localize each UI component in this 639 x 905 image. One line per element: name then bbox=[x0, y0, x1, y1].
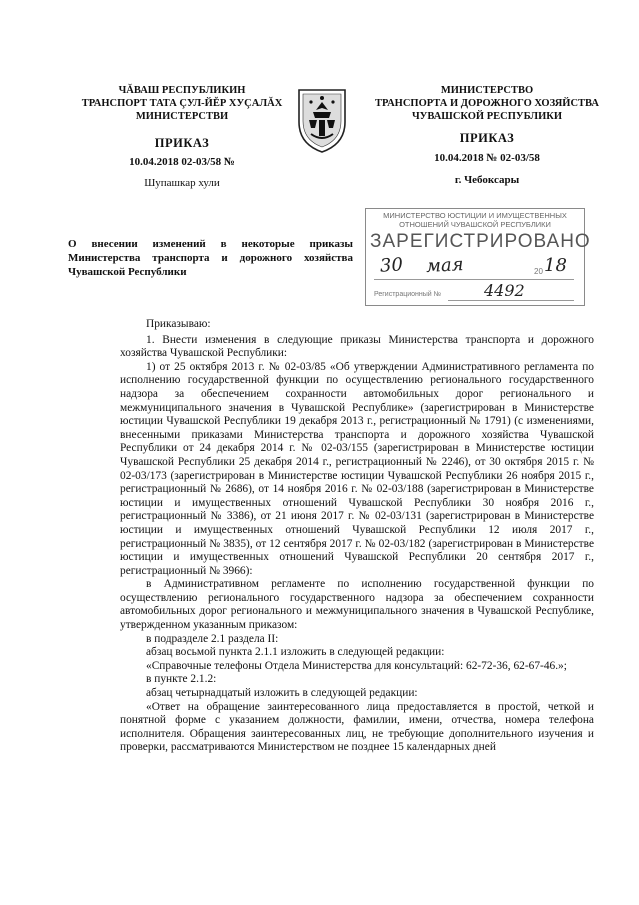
chuvash-coat-of-arms-icon bbox=[291, 84, 353, 156]
header-left-org-line-1: ЧĂВАШ РЕСПУБЛИКИН bbox=[118, 85, 246, 96]
stamp-handwritten-month: мая bbox=[425, 254, 465, 277]
header-left-order-title: ПРИКАЗ bbox=[154, 136, 210, 150]
stamp-reg-label: Регистрационный № bbox=[374, 291, 442, 298]
header-right-org-line-2: ТРАНСПОРТА И ДОРОЖНОГО ХОЗЯЙСТВА bbox=[375, 98, 599, 109]
body-paragraph: абзац четырнадцатый изложить в следующей редакции: bbox=[146, 687, 418, 700]
header-left-org bbox=[68, 84, 296, 123]
body-paragraph: абзац восьмой пункта 2.1.1 изложить в следующей редакции: bbox=[146, 646, 445, 659]
stamp-year-prefix: 20 bbox=[534, 267, 543, 276]
header-right-order-title: ПРИКАЗ bbox=[459, 131, 515, 145]
registration-stamp bbox=[365, 208, 591, 306]
stamp-handwritten-year: 18 bbox=[544, 255, 567, 276]
stamp-reg-underline bbox=[448, 300, 574, 301]
header-right-city: г. Чебоксары bbox=[454, 174, 520, 186]
stamp-date-underline bbox=[374, 279, 574, 280]
header-right-date-number: 10.04.2018 № 02-03/58 bbox=[434, 152, 540, 164]
body-paragraph: «Ответ на обращение заинтересованного лица предоставляется в простой, четкой и понятной форме с указанием должности, фамилии, имени, отчества, номера телефона исполнителя. Обращения заинтересованных лиц, не требующие дополнительного изучения и проверки, рассматриваются Министерством не позднее 15 календарных дней bbox=[120, 700, 594, 754]
header-left-org-line-2: ТРАНСПОРТ ТАТА ÇУЛ-ЙĔР ХУÇАЛĂХ bbox=[81, 98, 283, 109]
header-left-org-line-3: МИНИСТЕРСТВИ bbox=[135, 111, 229, 122]
order-body bbox=[120, 318, 594, 755]
body-paragraph: 1) от 25 октября 2013 г. № 02-03/85 «Об утверждении Административного регламента по исполнению государственной функции по осуществлению регионального государственного надзора за обеспечением сохранности автомобильных дорог регионального и межмуниципального значения в Чувашской Республике» (зарегистрирован в Министерстве юстиции Чувашской Республики 19 декабря 2013 г., регистрационный № 1791) (с изменениями, внесенными приказами Министерства транспорта и дорожного хозяйства Чувашской Республики от 24 декабря 2014 г. № 02-03/155 (зарегистрирован в Министерстве юстиции Чувашской Республики 25 декабря 2014 г., регистрационный № 2246), от 30 октября 2015 г. № 02-03/173 (зарегистрирован в Министерстве юстиции Чувашской Республики 26 ноября 2015 г., регистрационный № 2686), от 14 ноября 2016 г. № 02-03/188 (зарегистрирован в Министерстве юстиции и имущественных отношений Чувашской Республики 30 ноября 2016 г., регистрационный № 3386), от 21 июня 2017 г. № 02-03/131 (зарегистрирован в Министерстве юстиции и имущественных отношений Чувашской Республики 12 июля 2017 г., регистрационный № 3835), от 12 сентября 2017 г. № 02-03/182 (зарегистрирован в Министерстве юстиции и имущественных отношений Чувашской Республики 20 сентября 2017 г., регистрационный № 3966): bbox=[120, 360, 594, 577]
body-paragraph: «Справочные телефоны Отдела Министерства для консультаций: 62-72-36, 62-67-46.»; bbox=[146, 659, 567, 672]
body-paragraph-intro: Приказываю: bbox=[146, 318, 211, 330]
order-subject: О внесении изменений в некоторые приказы Министерства транспорта и дорожного хозяйства Чувашской Республики bbox=[68, 238, 353, 278]
stamp-status: ЗАРЕГИСТРИРОВАНО bbox=[370, 231, 591, 252]
header-left-date-number: 10.04.2018 02-03/58 № bbox=[129, 156, 235, 168]
body-paragraph: 1. Внести изменения в следующие приказы Министерства транспорта и дорожного хозяйства Чувашской Республики: bbox=[120, 333, 594, 360]
stamp-org-text: МИНИСТЕРСТВО ЮСТИЦИИ И ИМУЩЕСТВЕННЫХ ОТНОШЕНИЙ ЧУВАШСКОЙ РЕСПУБЛИКИ bbox=[383, 211, 567, 229]
header-right-org bbox=[368, 84, 606, 123]
header-left-city: Шупашкар хули bbox=[144, 177, 220, 189]
header-right-org-line-3: ЧУВАШСКОЙ РЕСПУБЛИКИ bbox=[411, 111, 563, 122]
body-paragraph: в подразделе 2.1 раздела II: bbox=[146, 632, 279, 645]
header-right-org-line-1: МИНИСТЕРСТВО bbox=[440, 85, 534, 96]
body-paragraph: в Административном регламенте по исполнению государственной функции по осуществлению регионального государственного надзора за обеспечением сохранности автомобильных дорог регионального и межмуниципального значения в Чувашской Республике, утвержденном указанным приказом: bbox=[120, 578, 594, 632]
body-paragraph: в пункте 2.1.2: bbox=[146, 673, 217, 686]
stamp-handwritten-reg-number: 4492 bbox=[484, 281, 525, 300]
stamp-handwritten-day: 30 bbox=[379, 254, 404, 277]
